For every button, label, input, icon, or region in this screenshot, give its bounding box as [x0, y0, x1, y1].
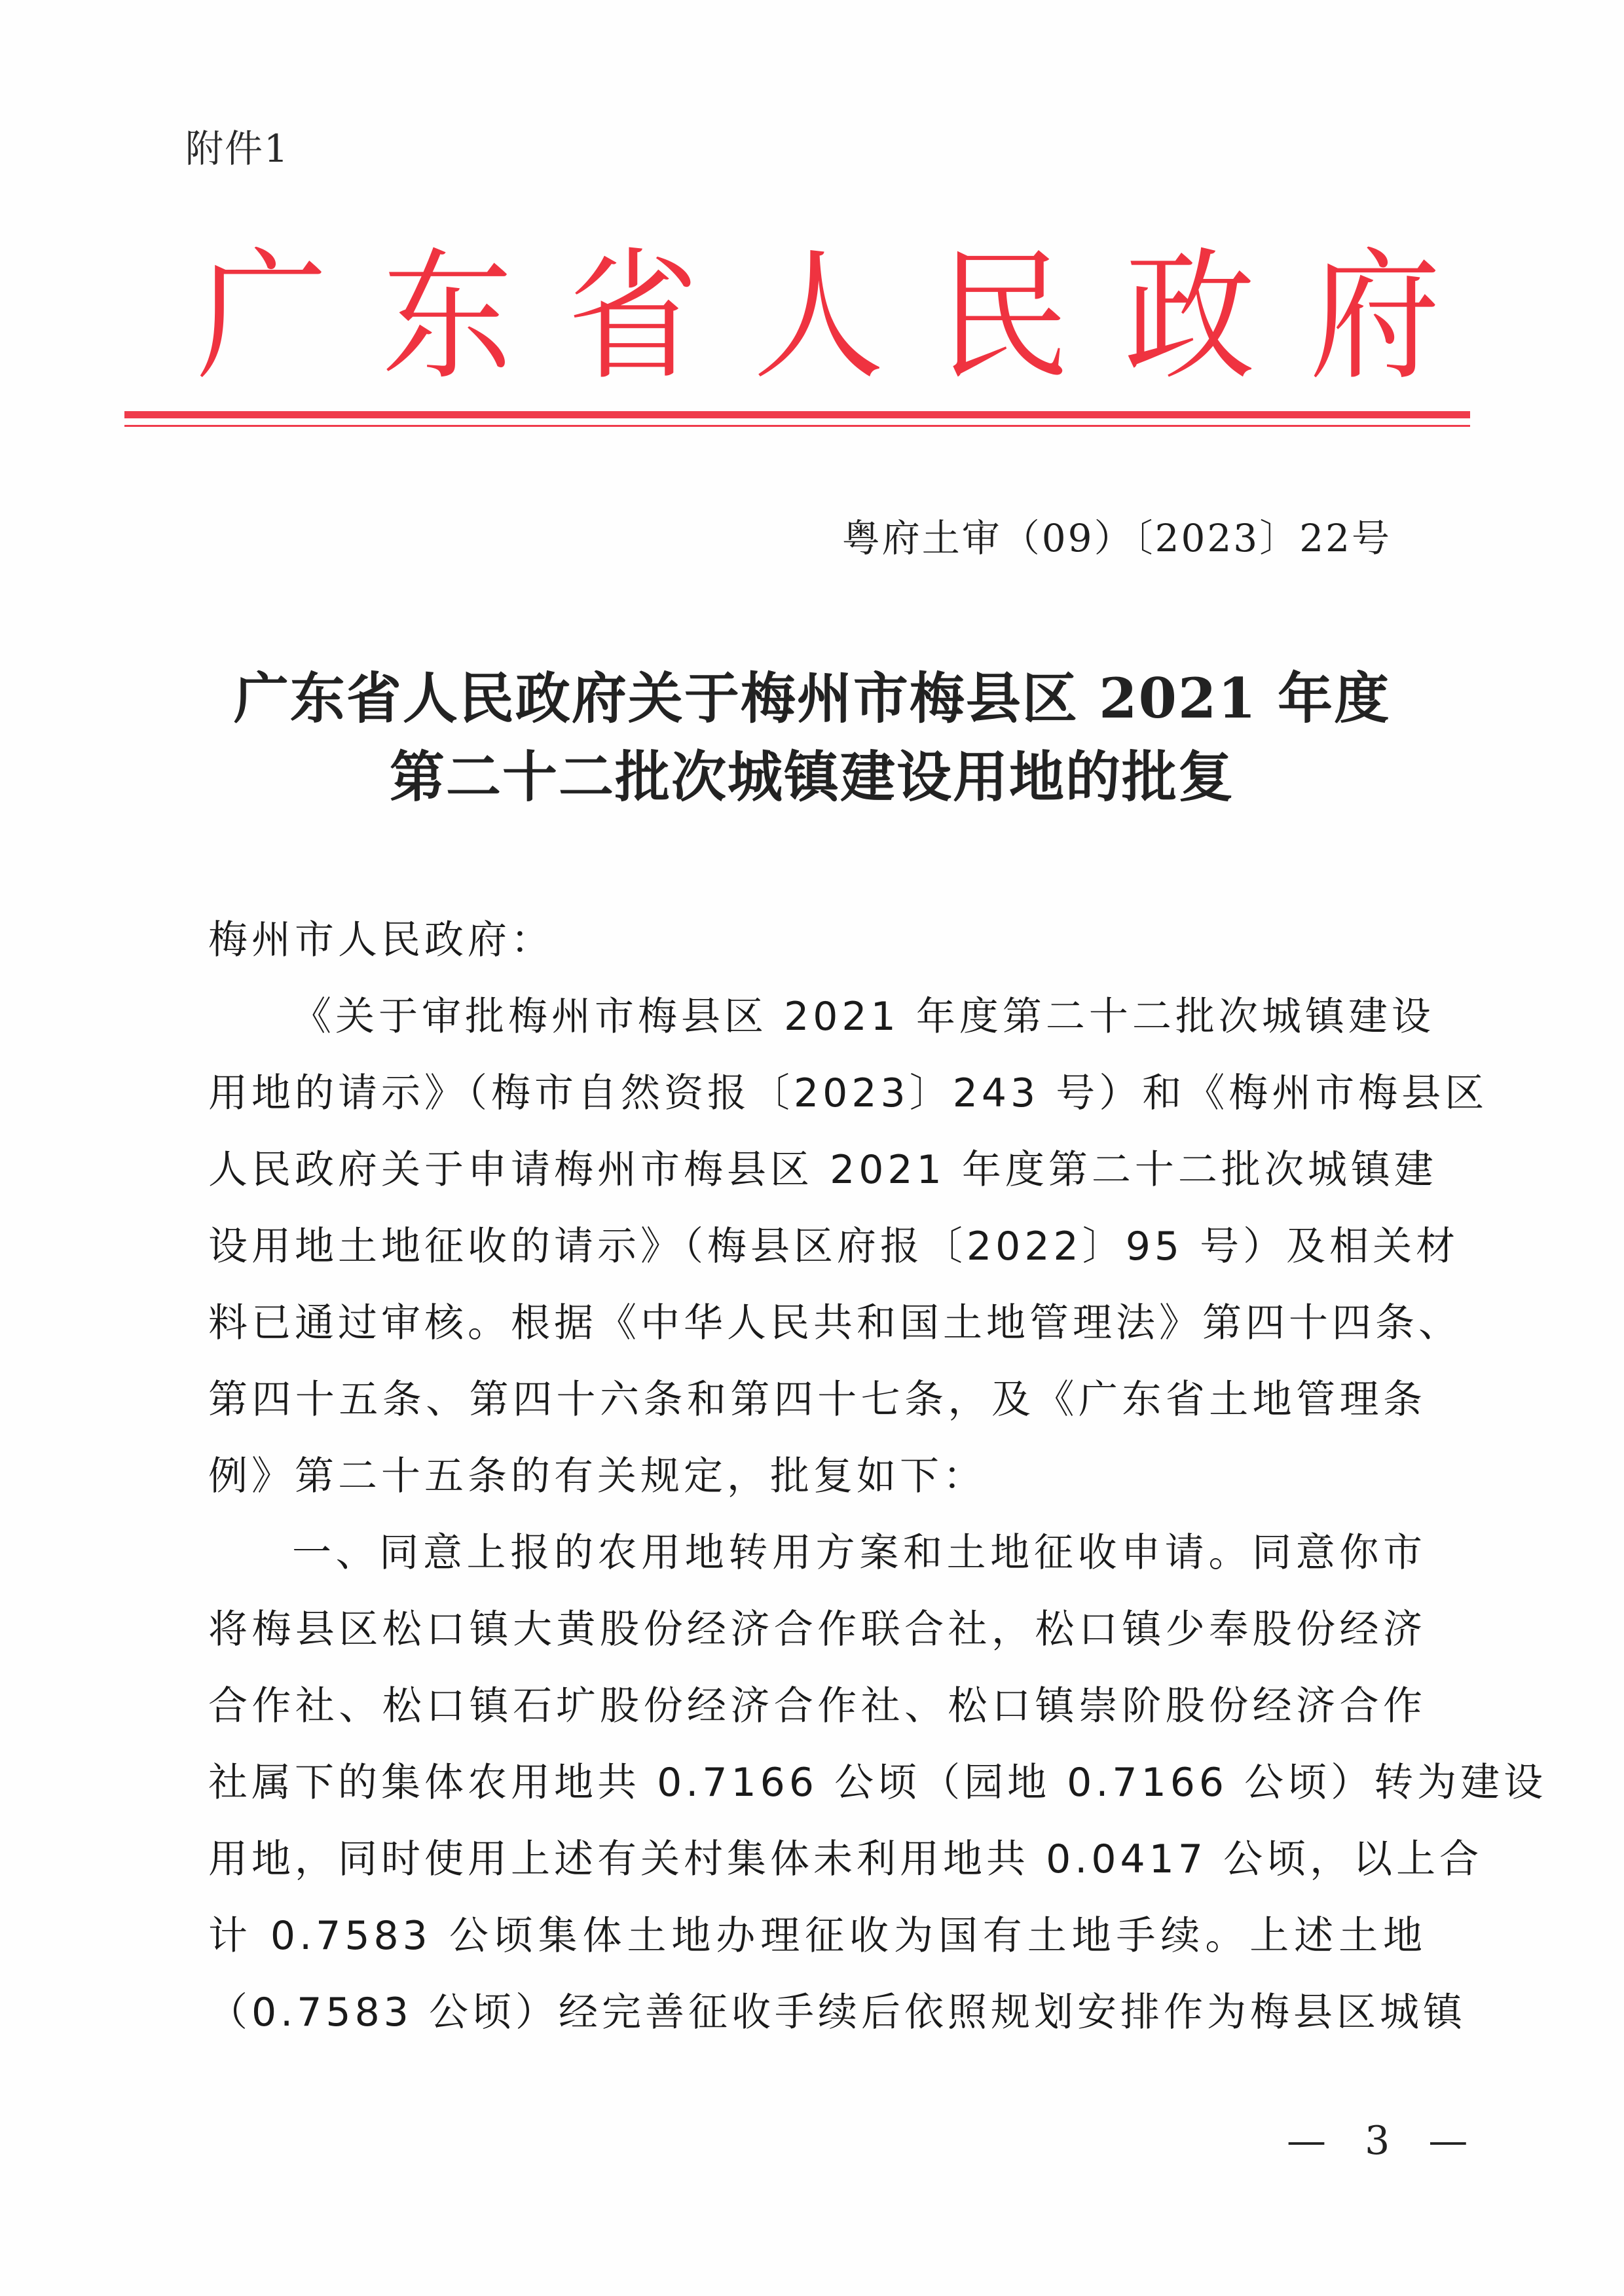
- masthead-char: 民: [938, 234, 1070, 400]
- masthead-char: 东: [382, 234, 513, 400]
- body-line: 将梅县区松口镇大黄股份经济合作联合社，松口镇少奉股份经济: [208, 1607, 1426, 1652]
- document-title-line-1: 广东省人民政府关于梅州市梅县区 2021 年度: [233, 666, 1391, 731]
- document-title-line-2: 第二十二批次城镇建设用地的批复: [389, 744, 1234, 809]
- body-line: 人民政府关于申请梅州市梅县区 2021 年度第二十二批次城镇建: [208, 1147, 1437, 1193]
- masthead-char: 广: [196, 234, 328, 400]
- body-line: （0.7583 公顷）经完善征收手续后依照规划安排作为梅县区城镇: [208, 1990, 1467, 2035]
- document-number: 粤府土审（09）〔2023〕22号: [841, 516, 1392, 560]
- attachment-label: 附件1: [185, 126, 289, 171]
- body-line: 计 0.7583 公顷集体土地办理征收为国有土地手续。上述土地: [208, 1913, 1426, 1959]
- page-number: — 3 —: [1287, 2118, 1481, 2164]
- body-line: 例》第二十五条的有关规定，批复如下：: [208, 1453, 986, 1499]
- body-line: 一、同意上报的农用地转用方案和土地征收申请。同意你市: [292, 1530, 1426, 1576]
- body-line: 用地，同时使用上述有关村集体未利用地共 0.0417 公顷，以上合: [208, 1836, 1483, 1882]
- masthead-char: 府: [1309, 234, 1441, 400]
- masthead-char: 人: [752, 234, 884, 400]
- body-line: 社属下的集体农用地共 0.7166 公顷（园地 0.7166 公顷）转为建设: [208, 1760, 1547, 1806]
- body-line: 料已通过审核。根据《中华人民共和国土地管理法》第四十四条、: [208, 1300, 1462, 1346]
- body-line: 《关于审批梅州市梅县区 2021 年度第二十二批次城镇建设: [292, 994, 1435, 1040]
- masthead-char: 政: [1124, 234, 1255, 400]
- body-line: 用地的请示》（梅市自然资报〔2023〕243 号）和《梅州市梅县区: [208, 1070, 1488, 1116]
- body-line: 第四十五条、第四十六条和第四十七条，及《广东省土地管理条: [208, 1377, 1426, 1423]
- masthead-char: 省: [567, 234, 699, 400]
- document-body: [208, 902, 1547, 2051]
- red-divider-thick: [124, 411, 1470, 418]
- body-line: 设用地土地征收的请示》（梅县区府报〔2022〕95 号）及相关材: [208, 1224, 1460, 1269]
- issuer-masthead: [196, 236, 1441, 399]
- body-line: 合作社、松口镇石圹股份经济合作社、松口镇崇阶股份经济合作: [208, 1683, 1426, 1729]
- red-divider-thin: [124, 425, 1470, 427]
- addressee: 梅州市人民政府：: [208, 917, 554, 963]
